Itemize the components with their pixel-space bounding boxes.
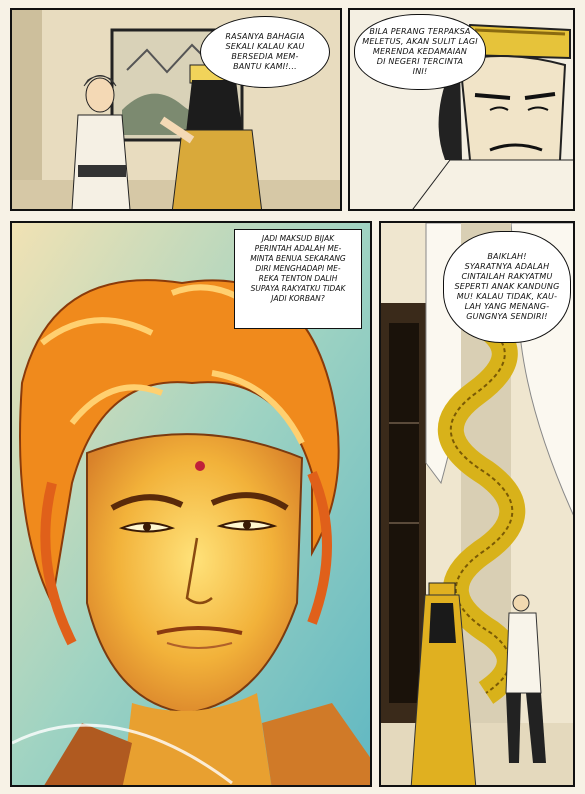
panel-3-hero-portrait: [10, 221, 372, 787]
speech-bubble-p4: [443, 231, 571, 343]
p3-line-3: MINTA BENUA SEKARANG: [250, 254, 346, 263]
p4-line-1: BAIKLAH!: [487, 252, 527, 261]
p4-line-4: SEPERTI ANAK KANDUNG: [454, 282, 560, 291]
panel-2-lord-closeup: [348, 8, 575, 211]
p3-line-4: DIRI MENGHADAPI ME-: [255, 264, 341, 273]
p2-line-5: INI!: [412, 67, 428, 76]
panel-4-dragon-pillar: [379, 221, 575, 787]
p3-line-7: JADI KORBAN?: [271, 294, 325, 303]
speech-bubble-p2: [354, 14, 486, 90]
p4-line-2: SYARATNYA ADALAH: [464, 262, 550, 271]
p1-line-4: BANTU KAMI!...: [233, 62, 297, 71]
p2-line-2: MELETUS, AKAN SULIT LAGI: [362, 37, 478, 46]
speech-bubble-p1: [200, 16, 330, 88]
p4-line-6: LAH YANG MENANG-: [464, 302, 550, 311]
p1-line-2: SEKALI KALAU KAU: [225, 42, 305, 51]
p3-line-5: REKA TENTON DALIH: [258, 274, 338, 283]
caption-box-p3: [234, 229, 362, 329]
p4-line-3: CINTAILAH RAKYATMU: [461, 272, 553, 281]
p1-line-1: RASANYA BAHAGIA: [225, 32, 305, 41]
p2-line-3: MERENDA KEDAMAIAN: [372, 47, 468, 56]
p2-line-1: BILA PERANG TERPAKSA: [369, 27, 471, 36]
p3-line-6: SUPAYA RAKYATKU TIDAK: [250, 284, 346, 293]
panel-1-interior: [10, 8, 342, 211]
p4-line-5: MU! KALAU TIDAK, KAU-: [456, 292, 558, 301]
p3-line-2: PERINTAH ADALAH ME-: [254, 244, 342, 253]
p1-line-3: BERSEDIA MEM-: [231, 52, 299, 61]
p3-line-1: JADI MAKSUD BIJAK: [261, 234, 335, 243]
p4-line-7: GUNGNYA SENDIRI!: [466, 312, 548, 321]
p2-line-4: DI NEGERI TERCINTA: [376, 57, 464, 66]
